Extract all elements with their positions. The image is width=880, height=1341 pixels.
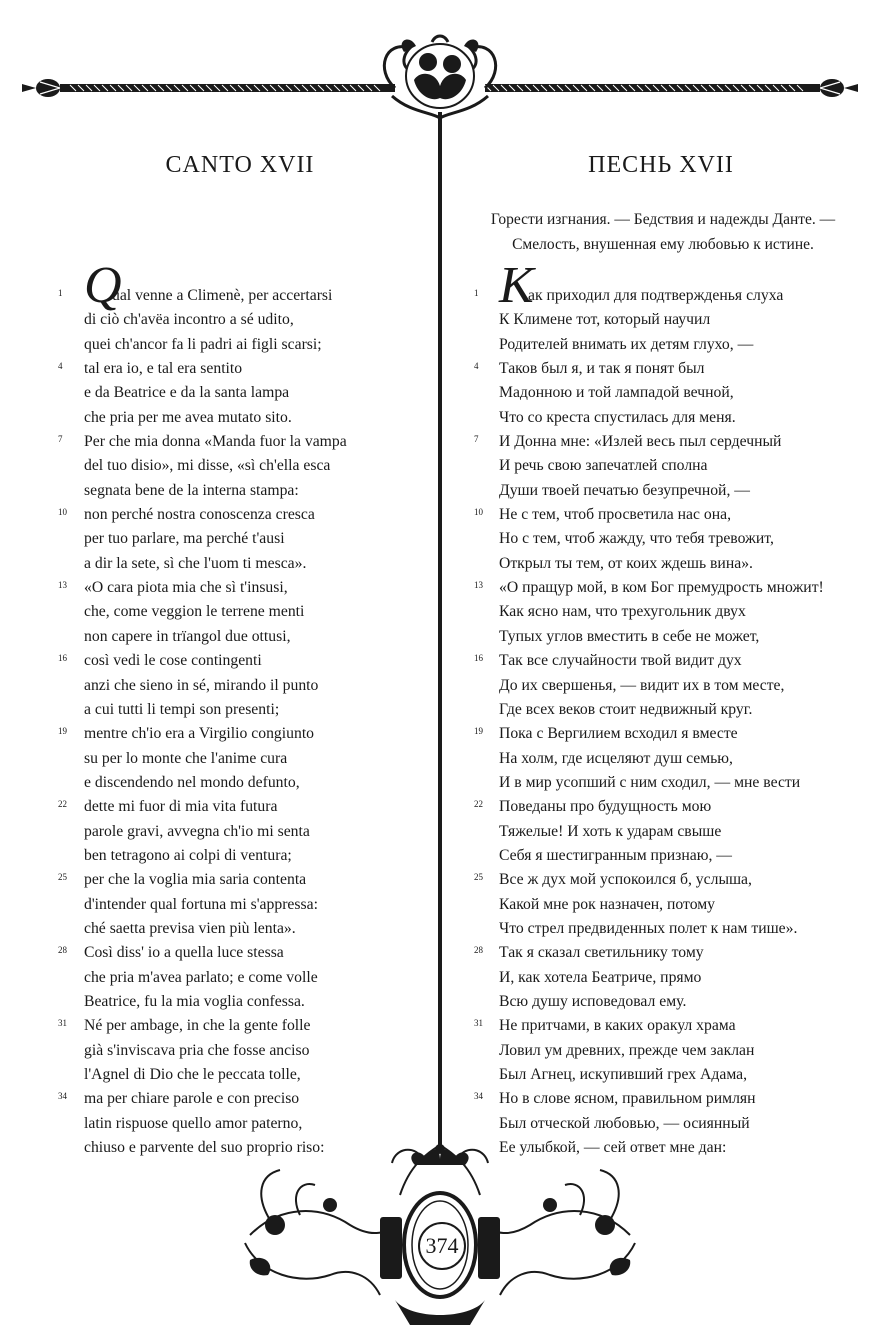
line-number: 31 xyxy=(474,1018,483,1029)
verse-text: К Климене тот, который научил xyxy=(499,311,711,329)
russian-verse-column xyxy=(442,257,880,1160)
verse-text: tal era io, e tal era sentito xyxy=(84,360,243,378)
verse-text: già s'inviscava pria che fosse anciso xyxy=(84,1041,310,1059)
verse-text: Тупых углов вместить в себе не может, xyxy=(499,627,760,645)
verse-line xyxy=(442,868,880,892)
verse-text: e da Beatrice e da la santa lampa xyxy=(84,384,290,402)
verse-text: ual venne a Climenè, per accertarsi xyxy=(112,287,333,304)
verse-line xyxy=(0,649,436,673)
verse-line xyxy=(0,503,436,527)
line-number: 28 xyxy=(474,945,483,956)
line-number: 25 xyxy=(58,872,67,883)
line-number: 10 xyxy=(474,507,483,518)
verse-line xyxy=(442,576,880,600)
argument-line: Смелость, внушенная ему любовью к истине. xyxy=(512,236,814,253)
line-number: 4 xyxy=(58,361,63,372)
verse-text: l'Agnel di Dio che le peccata tolle, xyxy=(84,1066,301,1083)
verse-text: На холм, где исцеляют душ семью, xyxy=(499,749,733,767)
russian-canto-argument xyxy=(458,207,868,257)
verse-text: del tuo disio», mi disse, «sì ch'ella esca xyxy=(84,457,331,475)
verse-line xyxy=(442,893,880,917)
verse-text: per tuo parlare, ma perché t'ausi xyxy=(84,530,285,548)
verse-line xyxy=(442,308,880,332)
verse-text: di ciò ch'avëa incontro a sé udito, xyxy=(84,311,294,329)
verse-line xyxy=(442,430,880,454)
verse-line xyxy=(0,674,436,698)
verse-line xyxy=(442,1063,880,1087)
verse-line xyxy=(442,600,880,624)
verse-line xyxy=(442,747,880,771)
verse-text: Был отческой любовью, — осиянный xyxy=(499,1114,750,1132)
verse-text: Души твоей печатью безупречной, — xyxy=(499,481,750,499)
verse-line xyxy=(442,820,880,844)
verse-text: Так я сказал светильнику тому xyxy=(499,944,704,962)
line-number: 34 xyxy=(474,1091,483,1102)
verse-text: anzi che sieno in sé, mirando il punto xyxy=(84,676,319,694)
verse-line xyxy=(442,503,880,527)
verse-text: Таков был я, и так я понят был xyxy=(499,360,705,378)
verse-line xyxy=(0,747,436,771)
verse-text: a dir la sete, sì che l'uom ti mesca». xyxy=(84,554,307,572)
verse-line xyxy=(442,527,880,551)
verse-line xyxy=(0,576,436,600)
verse-line xyxy=(0,868,436,892)
line-number: 7 xyxy=(474,434,479,445)
verse-text: dette mi fuor di mia vita futura xyxy=(84,798,278,816)
verse-text: Себя я шестигранным признаю, — xyxy=(499,846,732,864)
verse-line xyxy=(442,381,880,405)
line-number: 10 xyxy=(58,507,67,518)
verse-text: Как ясно нам, что трехугольник двух xyxy=(499,603,746,621)
verse-text: Какой мне рок назначен, потому xyxy=(499,895,716,913)
drop-capital: Q xyxy=(84,257,122,314)
verse-line xyxy=(442,1039,880,1063)
verse-text: ma per chiare parole e con preciso xyxy=(84,1090,300,1108)
verse-text: Поведаны про будущность мою xyxy=(499,798,712,816)
verse-text: И, как хотела Беатриче, прямо xyxy=(499,968,702,986)
line-number: 7 xyxy=(58,434,63,445)
verse-line xyxy=(442,844,880,868)
verse-text: Но в слове ясном, правильном римлян xyxy=(499,1090,756,1108)
verse-text: Всю душу исповедовал ему. xyxy=(499,992,687,1010)
verse-text: И речь свою запечатлей сполна xyxy=(499,457,708,475)
italian-canto-title: CANTO XVII xyxy=(165,152,315,178)
left-tassel-ornament xyxy=(22,79,70,97)
verse-line xyxy=(0,600,436,624)
verse-line xyxy=(442,1014,880,1038)
verse-line xyxy=(442,941,880,965)
verse-line xyxy=(0,795,436,819)
drop-capital: К xyxy=(499,257,534,314)
line-number: 19 xyxy=(474,726,483,737)
line-number: 13 xyxy=(58,580,67,591)
right-tassel-ornament xyxy=(810,79,858,97)
verse-text: per che la voglia mia saria contenta xyxy=(84,871,307,889)
verse-line xyxy=(442,333,880,357)
verse-text: До их свершенья, — видит их в том месте, xyxy=(499,676,785,694)
verse-line xyxy=(442,625,880,649)
verse-text: segnata bene de la interna stampa: xyxy=(84,481,299,499)
verse-text: Где всех веков стоит недвижный круг. xyxy=(499,700,753,718)
verse-text: Родителей внимать их детям глухо, — xyxy=(499,335,754,353)
line-number: 22 xyxy=(58,799,67,810)
line-number: 31 xyxy=(58,1018,67,1029)
verse-line xyxy=(442,479,880,503)
verse-line xyxy=(0,527,436,551)
verse-text: Beatrice, fu la mia voglia confessa. xyxy=(84,992,305,1010)
line-number: 4 xyxy=(474,361,479,372)
verse-text: ché saetta previsa vien più lenta». xyxy=(84,919,296,937)
verse-text: Но с тем, чтоб жажду, что тебя тревожит, xyxy=(499,530,774,548)
verse-line xyxy=(0,430,436,454)
verse-text: Открыл ты тем, от коих ждешь вина». xyxy=(499,554,753,572)
verse-text: Так все случайности твой видит дух xyxy=(499,652,742,670)
verse-text: ак приходил для подтвержденья слуха xyxy=(528,287,784,304)
cherub-medallion-ornament xyxy=(384,36,495,118)
verse-text: «O cara piota mia che sì t'insusi, xyxy=(84,579,288,597)
verse-line xyxy=(0,454,436,478)
verse-text: e discendendo nel mondo defunto, xyxy=(84,773,300,791)
verse-line xyxy=(0,966,436,990)
verse-text: И в мир усопший с ним сходил, — мне вести xyxy=(499,773,801,791)
verse-line xyxy=(442,698,880,722)
verse-line xyxy=(442,454,880,478)
verse-line xyxy=(442,552,880,576)
verse-text: Пока с Вергилием всходил я вместе xyxy=(499,725,738,743)
verse-text: chiuso e parvente del suo proprio riso: xyxy=(84,1139,325,1157)
line-number: 1 xyxy=(474,288,479,298)
verse-line xyxy=(0,333,436,357)
line-number: 19 xyxy=(58,726,67,737)
argument-line: Горести изгнания. — Бедствия и надежды Данте. — xyxy=(490,211,836,228)
verse-text: Per che mia donna «Manda fuor la vampa xyxy=(84,433,347,451)
verse-line xyxy=(442,990,880,1014)
verse-text: latin rispuose quello amor paterno, xyxy=(84,1114,303,1132)
verse-line xyxy=(0,308,436,332)
line-number: 13 xyxy=(474,580,483,591)
verse-text: Ее улыбкой, — сей ответ мне дан: xyxy=(499,1139,727,1157)
verse-text: Né per ambage, in che la gente folle xyxy=(84,1017,311,1035)
line-number: 1 xyxy=(58,288,63,298)
verse-text: И Донна мне: «Излей весь пыл сердечный xyxy=(499,433,782,451)
line-number: 34 xyxy=(58,1091,67,1102)
russian-canto-title: ПЕСНЬ XVII xyxy=(588,152,734,178)
verse-line xyxy=(0,1087,436,1111)
verse-line xyxy=(442,966,880,990)
verse-line xyxy=(0,820,436,844)
verse-line xyxy=(442,406,880,430)
line-number: 16 xyxy=(474,653,483,664)
verse-text: che pria m'avea parlato; e come volle xyxy=(84,968,318,986)
verse-text: «О пращур мой, в ком Бог премудрость множит! xyxy=(499,579,824,597)
verse-text: che pria per me avea mutato sito. xyxy=(84,408,292,426)
verse-line xyxy=(442,674,880,698)
verse-text: ben tetragono ai colpi di ventura; xyxy=(84,846,292,864)
verse-text: Что со креста спустилась для меня. xyxy=(499,408,736,426)
verse-line xyxy=(0,1039,436,1063)
verse-line xyxy=(442,357,880,381)
verse-text: non perché nostra conoscenza cresca xyxy=(84,506,315,524)
verse-line xyxy=(0,893,436,917)
line-number: 28 xyxy=(58,945,67,956)
line-number: 25 xyxy=(474,872,483,883)
verse-line xyxy=(442,257,880,314)
verse-text: Не с тем, чтоб просветила нас она, xyxy=(499,506,732,524)
verse-text: a cui tutti li tempi son presenti; xyxy=(84,700,280,718)
verse-text: Не притчами, в каких оракул храма xyxy=(499,1017,736,1035)
verse-text: Был Агнец, искупивший грех Адама, xyxy=(499,1066,748,1083)
verse-text: su per lo monte che l'anime cura xyxy=(84,749,288,767)
verse-line xyxy=(0,257,436,314)
verse-line xyxy=(442,1087,880,1111)
verse-line xyxy=(442,795,880,819)
verse-line xyxy=(0,1014,436,1038)
verse-line xyxy=(442,649,880,673)
verse-text: d'intender qual fortuna mi s'appressa: xyxy=(84,895,318,913)
verse-text: parole gravi, avvegna ch'io mi senta xyxy=(84,822,310,840)
verse-text: mentre ch'io era a Virgilio congiunto xyxy=(84,725,315,743)
verse-line xyxy=(442,722,880,746)
verse-text: che, come veggion le terrene menti xyxy=(84,603,305,621)
verse-line xyxy=(0,941,436,965)
page-number: 374 xyxy=(418,1222,466,1270)
verse-text: Мадонною и той лампадой вечной, xyxy=(499,384,734,402)
verse-line xyxy=(0,722,436,746)
italian-verse-column xyxy=(0,257,436,1160)
verse-line xyxy=(442,771,880,795)
line-number: 16 xyxy=(58,653,67,664)
verse-text: Ловил ум древних, прежде чем заклан xyxy=(499,1041,755,1059)
verse-text: Тяжелые! И хоть к ударам свыше xyxy=(499,822,722,840)
verse-text: Все ж дух мой успокоился б, услыша, xyxy=(499,871,752,889)
verse-text: così vedi le cose contingenti xyxy=(84,652,262,670)
verse-text: Così diss' io a quella luce stessa xyxy=(84,944,284,962)
verse-line xyxy=(0,406,436,430)
verse-line xyxy=(0,381,436,405)
verse-line xyxy=(0,357,436,381)
verse-line xyxy=(442,917,880,941)
line-number: 22 xyxy=(474,799,483,810)
verse-text: quei ch'ancor fa li padri ai figli scarsi; xyxy=(84,335,322,353)
verse-text: non capere in trïangol due ottusi, xyxy=(84,627,291,645)
verse-text: Что стрел предвиденных полет к нам тише». xyxy=(499,919,798,937)
